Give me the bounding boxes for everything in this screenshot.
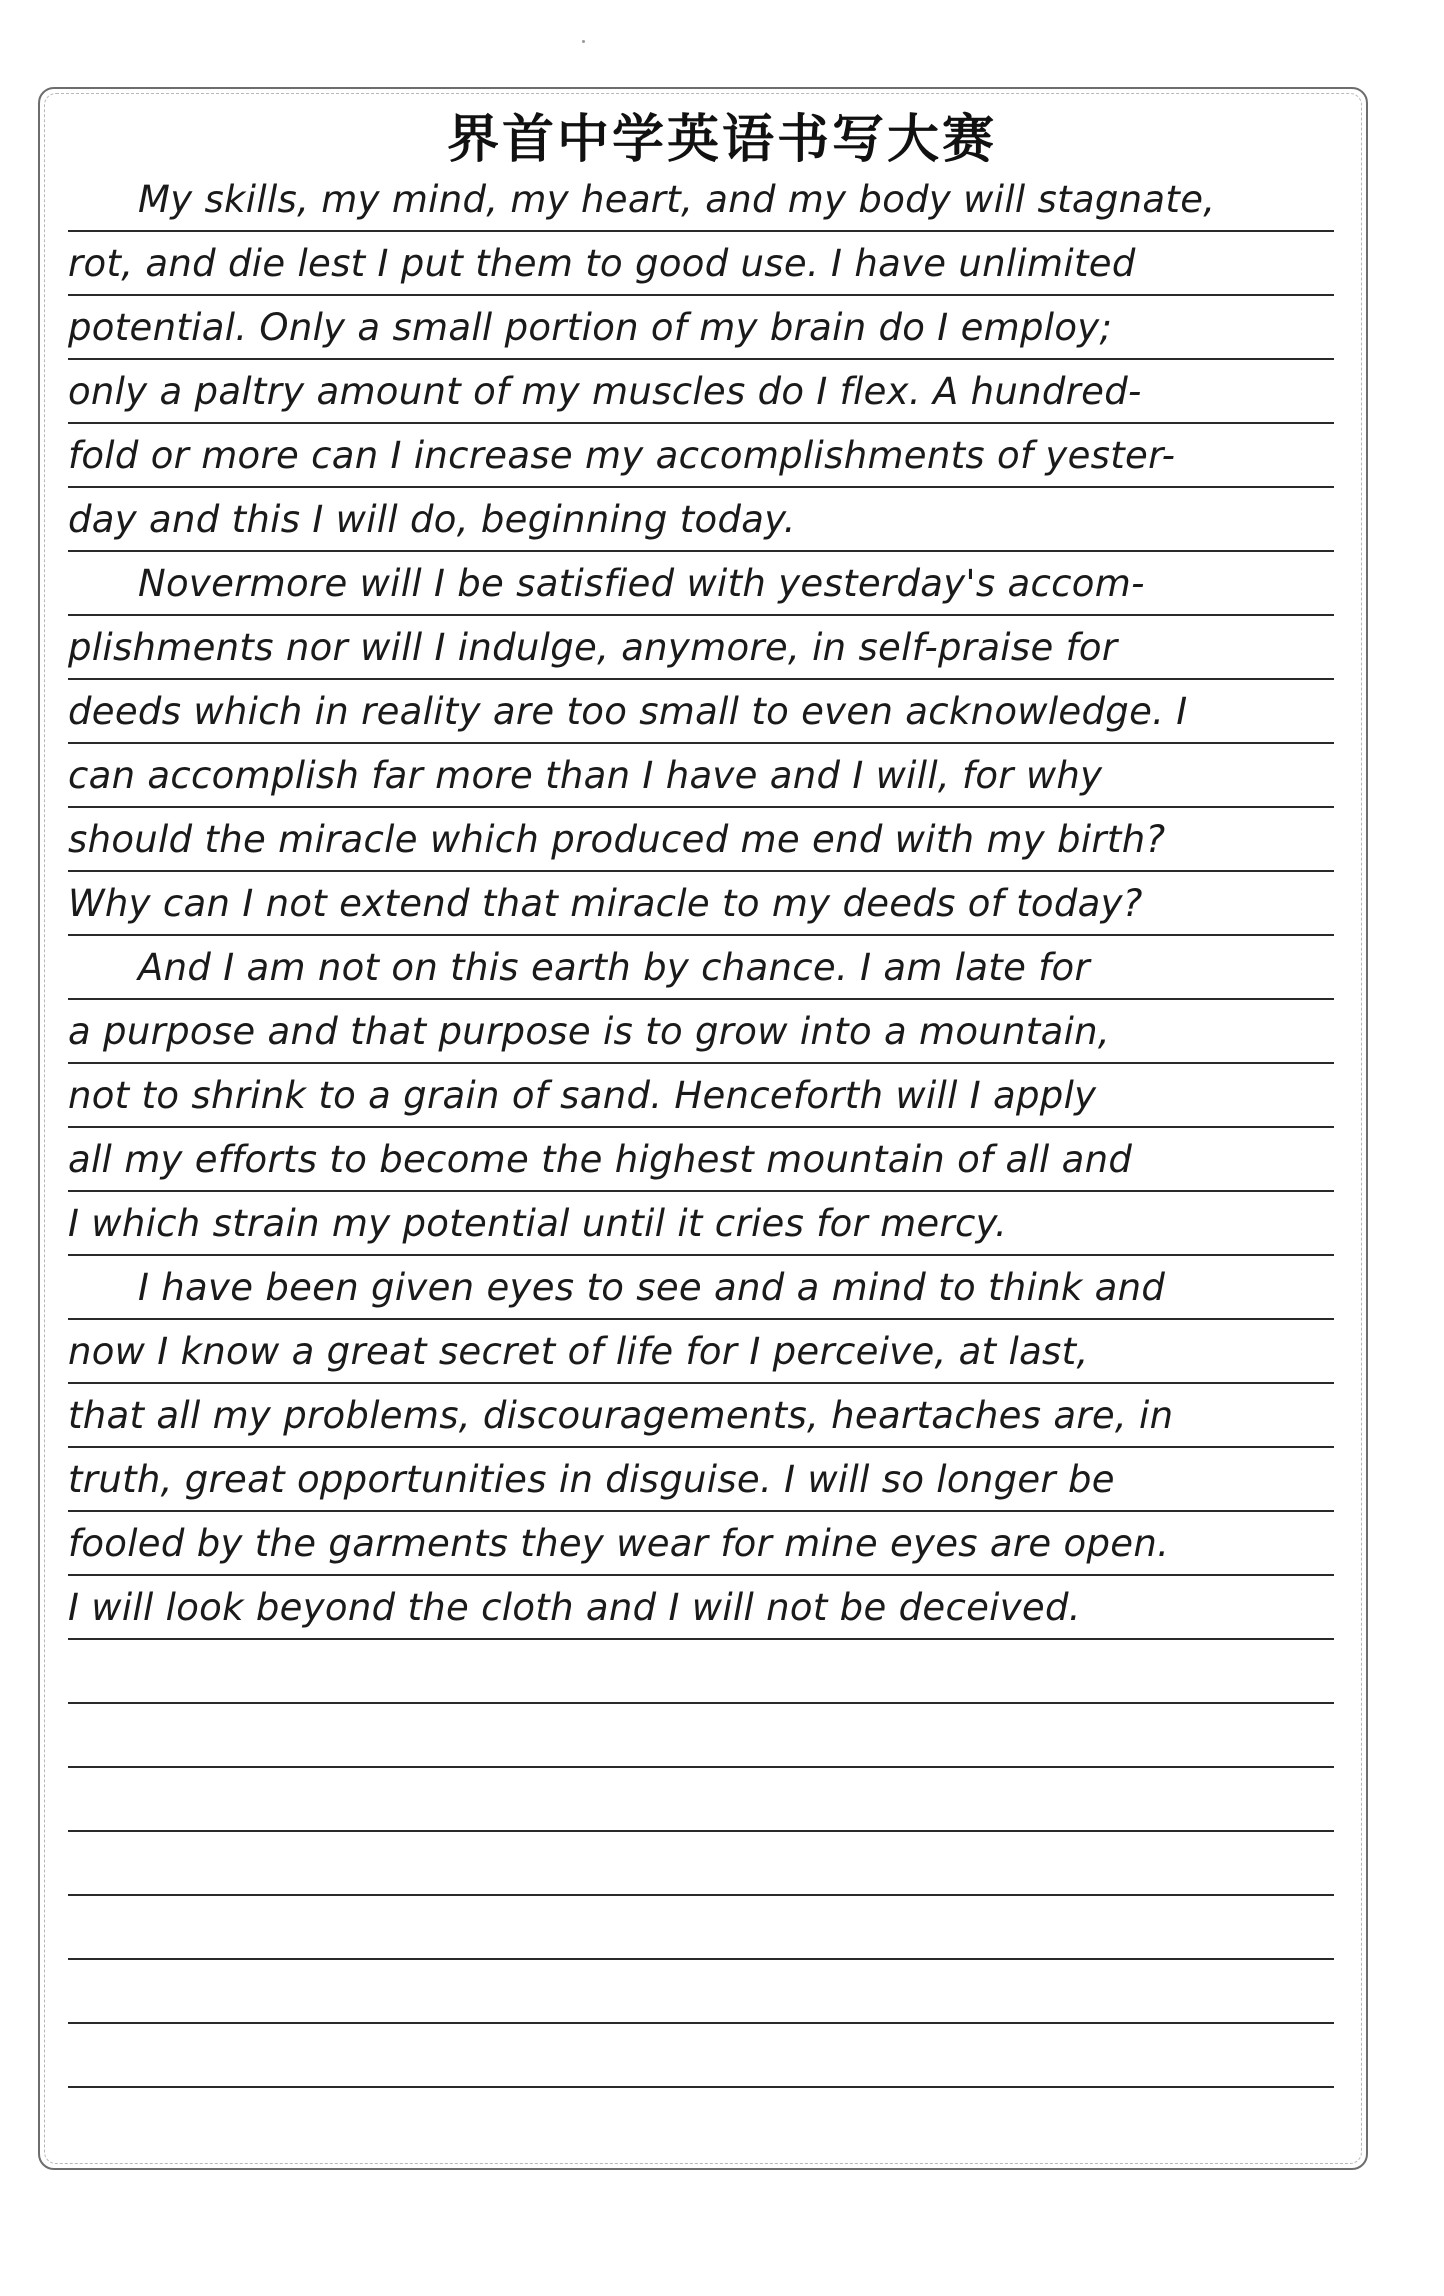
handwritten-text: deeds which in reality are too small to even acknowledge. I (68, 690, 1188, 733)
handwritten-text: fooled by the garments they wear for mine eyes are open. (68, 1522, 1170, 1565)
ruled-line (68, 1512, 1334, 1576)
ruled-line (68, 936, 1334, 1000)
ruled-lines (68, 168, 1334, 2088)
handwritten-text: potential. Only a small portion of my brain do I employ; (68, 306, 1113, 349)
ruled-line (68, 1000, 1334, 1064)
ruled-line (68, 1256, 1334, 1320)
ruled-line (68, 1960, 1334, 2024)
handwritten-text: not to shrink to a grain of sand. Henceforth will I apply (68, 1074, 1097, 1117)
ruled-line (68, 680, 1334, 744)
ruled-line (68, 2024, 1334, 2088)
handwritten-text: I will look beyond the cloth and I will not be deceived. (68, 1586, 1081, 1629)
ruled-line (68, 1128, 1334, 1192)
handwritten-text: truth, great opportunities in disguise. I will so longer be (68, 1458, 1115, 1501)
handwritten-text: all my efforts to become the highest mountain of all and (68, 1138, 1133, 1181)
ruled-line (68, 1192, 1334, 1256)
ruled-line (68, 1320, 1334, 1384)
ruled-line (68, 1064, 1334, 1128)
ruled-line (68, 1704, 1334, 1768)
ruled-line (68, 232, 1334, 296)
handwritten-text: My skills, my mind, my heart, and my body will stagnate, (138, 178, 1216, 221)
ruled-line (68, 168, 1334, 232)
handwritten-text: only a paltry amount of my muscles do I flex. A hundred- (68, 370, 1142, 413)
ruled-line (68, 1640, 1334, 1704)
handwritten-text: I have been given eyes to see and a mind to think and (138, 1266, 1166, 1309)
ruled-line (68, 296, 1334, 360)
ruled-line (68, 360, 1334, 424)
ruled-line (68, 1576, 1334, 1640)
ruled-line (68, 808, 1334, 872)
ruled-line (68, 1832, 1334, 1896)
handwritten-text: should the miracle which produced me end with my birth? (68, 818, 1166, 861)
handwritten-text: now I know a great secret of life for I perceive, at last, (68, 1330, 1089, 1373)
handwritten-text: plishments nor will I indulge, anymore, in self-praise for (68, 626, 1118, 669)
handwritten-text: Why can I not extend that miracle to my deeds of today? (68, 882, 1143, 925)
ruled-line (68, 488, 1334, 552)
ruled-line (68, 1448, 1334, 1512)
ruled-line (68, 616, 1334, 680)
handwritten-text: Novermore will I be satisfied with yesterday's accom- (138, 562, 1145, 605)
handwritten-text: that all my problems, discouragements, heartaches are, in (68, 1394, 1174, 1437)
page-title: 界首中学英语书写大赛 (446, 109, 997, 170)
handwritten-text: rot, and die lest I put them to good use. I have unlimited (68, 242, 1136, 285)
ruled-line (68, 1768, 1334, 1832)
handwritten-text: I which strain my potential until it cries for mercy. (68, 1202, 1008, 1245)
handwritten-text: day and this I will do, beginning today. (68, 498, 796, 541)
ruled-line (68, 552, 1334, 616)
handwritten-text: can accomplish far more than I have and I will, for why (68, 754, 1103, 797)
handwritten-text: fold or more can I increase my accomplishments of yester- (68, 434, 1176, 477)
scan-speck (582, 40, 585, 43)
ruled-line (68, 1384, 1334, 1448)
ruled-line (68, 424, 1334, 488)
ruled-line (68, 1896, 1334, 1960)
handwritten-text: And I am not on this earth by chance. I am late for (138, 946, 1091, 989)
handwritten-text: a purpose and that purpose is to grow into a mountain, (68, 1010, 1110, 1053)
ruled-line (68, 744, 1334, 808)
ruled-line (68, 872, 1334, 936)
